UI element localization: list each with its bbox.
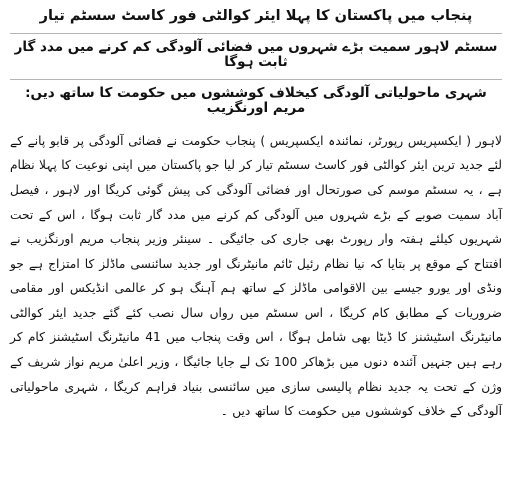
article-subheadline-2: شہری ماحولیاتی آلودگی کیخلاف کوششوں میں حکومت کا ساتھ دیں: مریم اورنگزیب [10, 79, 502, 125]
article-headline: پنجاب میں پاکستان کا پہلا ایئر کوالٹی فور کاسٹ سسٹم تیار [39, 8, 473, 24]
article-subheadline-1: سسٹم لاہور سمیت بڑے شہروں میں فضائی آلودگی کم کرنے میں مدد گار ثابت ہوگا [10, 33, 502, 79]
article-body [10, 129, 502, 424]
article-body-paragraph: لاہور ( ایکسپریس رپورٹر، نمائندہ ایکسپریس ) پنجاب حکومت نے فضائی آلودگی پر قابو پانے کے لئے جدید ترین ایئر کوالٹی فور کاسٹ سسٹم تیار کر لیا جو پاکستان میں اپنی نوعیت کا پہلا نظام ہے ، یہ سسٹم موسم کی صورتحال اور فضائی آلودگی کی پیش گوئی کریگا اور لاہور ، فیصل آباد سمیت صوبے کے بڑے شہروں میں آلودگی کم کرنے میں مدد گار ثابت ہوگا ، اس کے تحت شہریوں کیلئے ہفتہ وار رپورٹ بھی جاری کی جائیگی ۔ سینئر وزیر پنجاب مریم اورنگزیب نے افتتاح کے موقع پر بتایا کہ نیا نظام رئیل ٹائم مانیٹرنگ اور جدید سائنسی ماڈلز کا امتزاج ہے جو ونڈی اور یورو جیسے بین الاقوامی ماڈلز کے ساتھ ہم آہنگ ہو کر عالمی انڈیکس اور مقامی ضروریات کے مطابق کام کریگا ، اس سسٹم میں رواں سال نصب کئے گئے جدید ایئر کوالٹی مانیٹرنگ اسٹیشنز کا ڈیٹا بھی شامل ہوگا ، اس وقت پنجاب میں 41 مانیٹرنگ اسٹیشنز کام کر رہے ہیں جنہیں آئندہ دنوں میں بڑھاکر 100 تک لے جایا جائیگا ، وزیر اعلیٰ مریم نواز شریف کے وژن کے تحت یہ جدید نظام پالیسی سازی میں سائنسی بنیاد فراہم کریگا ، شہری ماحولیاتی آلودگی کے خلاف کوششوں میں حکومت کا ساتھ دیں ۔ [10, 133, 503, 419]
